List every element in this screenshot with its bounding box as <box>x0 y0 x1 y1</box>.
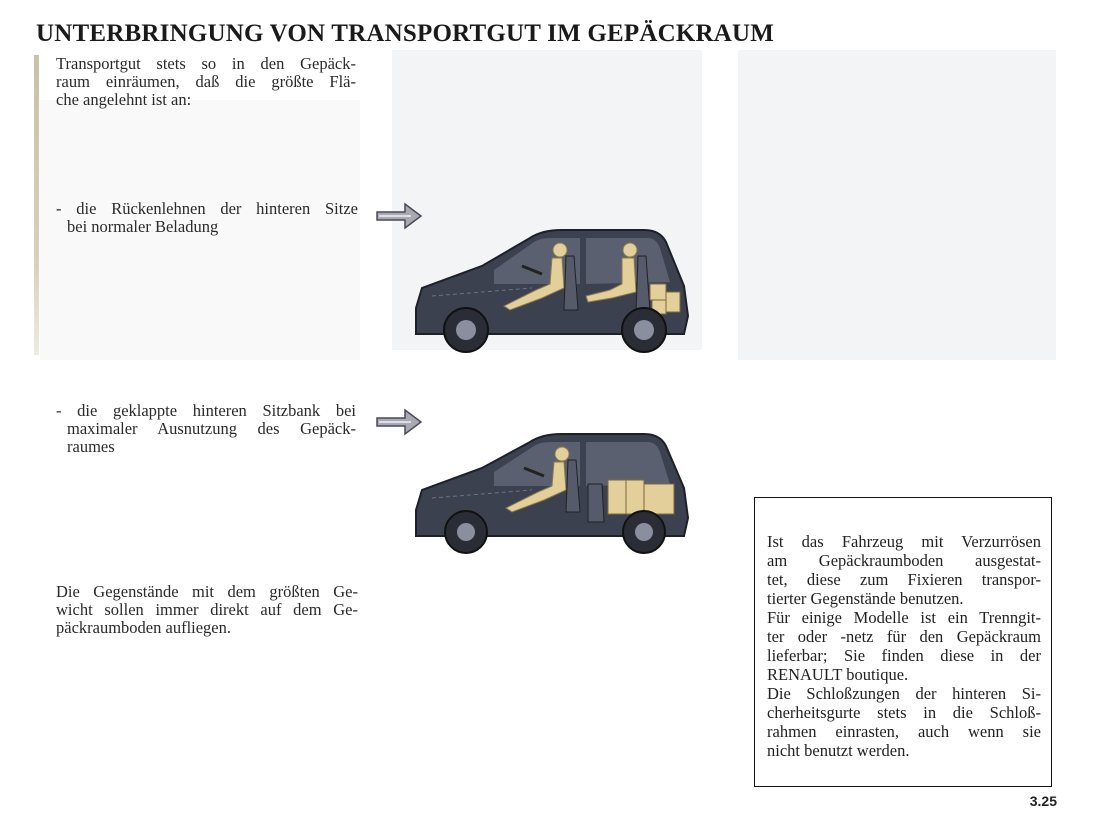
text-line: che angelehnt ist an: <box>56 90 192 109</box>
text-line: wicht sollen immer direkt auf dem Ge- <box>56 600 358 619</box>
text-line: maximaler Ausnutzung des Gepäck- <box>67 419 356 438</box>
text-line: rahmen einrasten, auch wenn sie <box>767 722 1041 741</box>
text-line: tierter Gegenstände benutzen. <box>767 589 964 608</box>
bullet-normal-load <box>56 200 358 236</box>
text-line: Für einige Modelle ist ein Trenngit- <box>767 608 1041 627</box>
car-max-load-illustration <box>412 432 697 554</box>
text-line: cherheitsgurte stets in die Schloß- <box>767 703 1041 722</box>
text-line: RENAULT boutique. <box>767 665 909 684</box>
text-line: päckraumboden aufliegen. <box>56 618 232 637</box>
accent-bar <box>34 55 39 355</box>
text-line: raum einräumen, daß die größte Flä- <box>56 72 356 91</box>
text-line: Die Schloßzungen der hinteren Si- <box>767 684 1041 703</box>
page-number: 3.25 <box>1029 793 1057 809</box>
text-line: am Gepäckraumboden ausgestat- <box>767 551 1041 570</box>
text-line: nicht benutzt werden. <box>767 741 910 760</box>
car-normal-load-illustration <box>412 226 697 354</box>
text-line: tet, diese zum Fixieren transpor- <box>767 570 1041 589</box>
text-line: Transportgut stets so in den Gepäck- <box>56 54 356 73</box>
text-line: lieferbar; Sie finden diese in der <box>767 646 1041 665</box>
text-line: - die geklappte hinteren Sitzbank bei <box>56 401 356 420</box>
text-line: ter oder -netz für den Gepäckraum <box>767 627 1041 646</box>
text-line: raumes <box>67 437 115 456</box>
weight-paragraph <box>56 583 358 637</box>
text-line: - die Rückenlehnen der hinteren Sitze <box>56 199 358 218</box>
text-line: Die Gegenstände mit dem größten Ge- <box>56 582 358 601</box>
page-title: UNTERBRINGUNG VON TRANSPORTGUT IM GEPÄCKRAUM <box>36 20 775 47</box>
text-line: Ist das Fahrzeug mit Verzurrösen <box>767 532 1041 551</box>
text-line: bei normaler Beladung <box>67 217 219 236</box>
show-through-area <box>738 50 1056 360</box>
intro-paragraph <box>56 55 356 109</box>
bullet-max-load <box>56 402 356 456</box>
info-box-text <box>767 532 1041 760</box>
info-box <box>754 497 1052 787</box>
